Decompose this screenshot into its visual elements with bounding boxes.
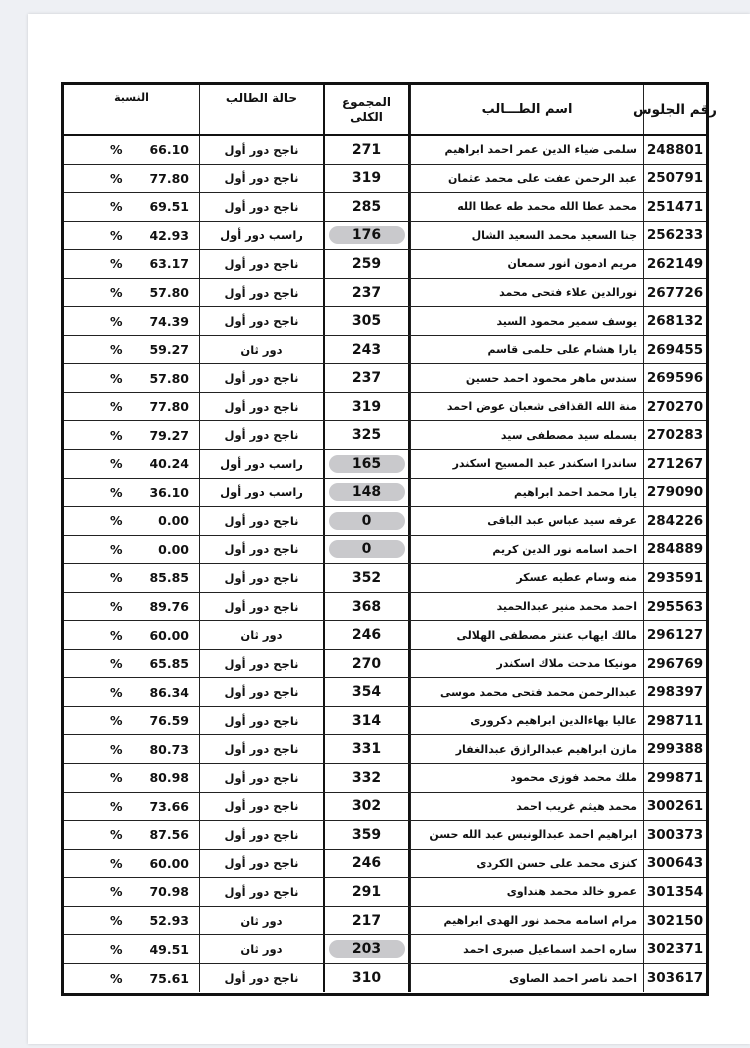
total-value: 203 xyxy=(329,940,405,958)
percent-sign: % xyxy=(110,770,123,786)
percent-cell xyxy=(64,450,199,478)
percent-sign: % xyxy=(110,684,123,700)
status-cell: ناجح دور أول xyxy=(199,821,323,849)
total-value: 270 xyxy=(351,655,382,672)
student-name-cell: محمد عطا الله محمد طه عطا الله xyxy=(410,193,643,221)
total-value: 331 xyxy=(351,741,382,758)
total-value: 176 xyxy=(329,226,405,244)
status-cell: ناجح دور أول xyxy=(199,193,323,221)
total-value: 165 xyxy=(329,455,405,473)
seat-number-cell: 300643 xyxy=(643,850,706,878)
total-cell xyxy=(323,764,410,792)
status-cell: دور ثان xyxy=(199,336,323,364)
total-cell xyxy=(323,536,410,564)
student-name-cell: منه وسام عطيه عسكر xyxy=(410,564,643,592)
status-cell: ناجح دور أول xyxy=(199,364,323,392)
status-cell: ناجح دور أول xyxy=(199,393,323,421)
status-cell: دور ثان xyxy=(199,621,323,649)
table-row xyxy=(64,907,706,936)
percent-cell xyxy=(64,279,199,307)
percent-cell xyxy=(64,307,199,335)
total-value: 319 xyxy=(351,170,382,187)
table-row xyxy=(64,336,706,365)
student-name-cell: سلمى ضياء الدين عمر احمد ابراهيم xyxy=(410,136,643,164)
percent-value: 0.00 xyxy=(158,513,189,529)
percent-value: 75.61 xyxy=(149,970,189,986)
percent-sign: % xyxy=(110,342,123,358)
student-name-cell: منة الله القذافى شعبان عوض احمد xyxy=(410,393,643,421)
status-cell: ناجح دور أول xyxy=(199,421,323,449)
percent-cell xyxy=(64,878,199,906)
table-header-row xyxy=(64,85,717,136)
header-name: اسم الطـــالب xyxy=(410,85,643,134)
percent-sign: % xyxy=(110,627,123,643)
status-cell: ناجح دور أول xyxy=(199,165,323,193)
table-row xyxy=(64,279,706,308)
seat-number-cell: 302150 xyxy=(643,907,706,935)
results-table xyxy=(61,82,717,996)
table-row xyxy=(64,307,706,336)
student-name-cell: نورالدين علاء فتحى محمد xyxy=(410,279,643,307)
student-name-cell: يوسف سمير محمود السيد xyxy=(410,307,643,335)
percent-value: 74.39 xyxy=(149,313,189,329)
student-name-cell: مالك ايهاب عنتر مصطفى الهلالى xyxy=(410,621,643,649)
student-name-cell: ساندرا اسكندر عبد المسيح اسكندر xyxy=(410,450,643,478)
total-value: 354 xyxy=(351,684,382,701)
percent-cell xyxy=(64,536,199,564)
percent-cell xyxy=(64,650,199,678)
total-cell xyxy=(323,878,410,906)
percent-cell xyxy=(64,707,199,735)
percent-cell xyxy=(64,935,199,963)
percent-value: 42.93 xyxy=(149,227,189,243)
header-status: حالة الطالب xyxy=(199,85,323,134)
percent-value: 77.80 xyxy=(149,399,189,415)
student-name-cell: احمد اسامه نور الدين كريم xyxy=(410,536,643,564)
table-row xyxy=(64,764,706,793)
student-name-cell: مريم ادمون انور سمعان xyxy=(410,250,643,278)
seat-number-cell: 268132 xyxy=(643,307,706,335)
total-value: 332 xyxy=(351,769,382,786)
table-row xyxy=(64,393,706,422)
seat-number-cell: 298397 xyxy=(643,678,706,706)
header-seat-number: رقم الجلوس xyxy=(643,85,706,134)
percent-sign: % xyxy=(110,484,123,500)
student-name-cell: عمرو خالد محمد هنداوى xyxy=(410,878,643,906)
percent-sign: % xyxy=(110,599,123,615)
percent-value: 60.00 xyxy=(149,855,189,871)
total-cell xyxy=(323,222,410,250)
percent-sign: % xyxy=(110,370,123,386)
table-row xyxy=(64,479,706,508)
status-cell: ناجح دور أول xyxy=(199,136,323,164)
student-name-cell: مرام اسامه محمد نور الهدى ابراهيم xyxy=(410,907,643,935)
student-name-cell: سندس ماهر محمود احمد حسين xyxy=(410,364,643,392)
total-value: 246 xyxy=(351,627,382,644)
percent-sign: % xyxy=(110,427,123,443)
table-row xyxy=(64,707,706,736)
percent-value: 85.85 xyxy=(149,570,189,586)
seat-number-cell: 248801 xyxy=(643,136,706,164)
total-value: 310 xyxy=(351,970,382,987)
student-name-cell: عاليا بهاءالدين ابراهيم دكرورى xyxy=(410,707,643,735)
percent-value: 63.17 xyxy=(149,256,189,272)
header-percent: النسبة xyxy=(114,91,149,104)
seat-number-cell: 271267 xyxy=(643,450,706,478)
total-cell xyxy=(323,821,410,849)
student-name-cell: يارا هشام على حلمى قاسم xyxy=(410,336,643,364)
seat-number-cell: 299871 xyxy=(643,764,706,792)
status-cell: ناجح دور أول xyxy=(199,735,323,763)
percent-sign: % xyxy=(110,142,123,158)
table-row xyxy=(64,250,706,279)
student-name-cell: ابراهيم احمد عبدالونيس عبد الله حسن xyxy=(410,821,643,849)
table-row xyxy=(64,507,706,536)
table-row xyxy=(64,222,706,251)
table-row xyxy=(64,650,706,679)
table-row xyxy=(64,536,706,565)
student-name-cell: احمد محمد منير عبدالحميد xyxy=(410,593,643,621)
percent-cell xyxy=(64,222,199,250)
percent-sign: % xyxy=(110,256,123,272)
percent-value: 57.80 xyxy=(149,370,189,386)
header-total xyxy=(323,85,410,134)
total-cell xyxy=(323,165,410,193)
total-value: 259 xyxy=(351,255,382,272)
seat-number-cell: 299388 xyxy=(643,735,706,763)
table-row xyxy=(64,193,706,222)
total-value: 217 xyxy=(351,912,382,929)
status-cell: دور ثان xyxy=(199,935,323,963)
status-cell: ناجح دور أول xyxy=(199,707,323,735)
student-name-cell: مازن ابراهيم عبدالرازق عبدالغفار xyxy=(410,735,643,763)
seat-number-cell: 298711 xyxy=(643,707,706,735)
percent-cell xyxy=(64,621,199,649)
percent-cell xyxy=(64,907,199,935)
percent-sign: % xyxy=(110,199,123,215)
total-cell xyxy=(323,393,410,421)
percent-value: 76.59 xyxy=(149,713,189,729)
student-name-cell: عرفه سيد عباس عبد الباقى xyxy=(410,507,643,535)
seat-number-cell: 300261 xyxy=(643,793,706,821)
total-value: 0 xyxy=(329,512,405,530)
total-value: 285 xyxy=(351,198,382,215)
status-cell: راسب دور أول xyxy=(199,222,323,250)
total-cell xyxy=(323,564,410,592)
table-row xyxy=(64,593,706,622)
percent-cell xyxy=(64,964,199,993)
seat-number-cell: 295563 xyxy=(643,593,706,621)
percent-value: 70.98 xyxy=(149,884,189,900)
table-row xyxy=(64,364,706,393)
percent-cell xyxy=(64,507,199,535)
seat-number-cell: 300373 xyxy=(643,821,706,849)
table-row xyxy=(64,450,706,479)
percent-sign: % xyxy=(110,227,123,243)
total-value: 271 xyxy=(351,141,382,158)
percent-value: 57.80 xyxy=(149,285,189,300)
seat-number-cell: 293591 xyxy=(643,564,706,592)
seat-number-cell: 269596 xyxy=(643,364,706,392)
total-value: 319 xyxy=(351,398,382,415)
percent-value: 86.34 xyxy=(149,684,189,700)
percent-value: 66.10 xyxy=(149,142,189,158)
table-row xyxy=(64,964,706,993)
total-cell xyxy=(323,421,410,449)
percent-cell xyxy=(64,364,199,392)
seat-number-cell: 270270 xyxy=(643,393,706,421)
table-row xyxy=(64,421,706,450)
percent-value: 65.85 xyxy=(149,656,189,672)
percent-value: 49.51 xyxy=(149,941,189,957)
table-row xyxy=(64,678,706,707)
seat-number-cell: 296769 xyxy=(643,650,706,678)
percent-cell xyxy=(64,421,199,449)
student-name-cell: بسمله سيد مصطفى سيد xyxy=(410,421,643,449)
percent-sign: % xyxy=(110,827,123,843)
percent-value: 89.76 xyxy=(149,599,189,615)
student-name-cell: ساره احمد اسماعيل صبرى احمد xyxy=(410,935,643,963)
percent-sign: % xyxy=(110,456,123,472)
percent-sign: % xyxy=(110,913,123,929)
percent-cell xyxy=(64,678,199,706)
total-cell xyxy=(323,364,410,392)
percent-value: 80.73 xyxy=(149,741,189,757)
percent-sign: % xyxy=(110,970,123,986)
student-name-cell: احمد ناصر احمد الصاوى xyxy=(410,964,643,993)
student-name-cell: كنزى محمد على حسن الكردى xyxy=(410,850,643,878)
table-row xyxy=(64,793,706,822)
percent-cell xyxy=(64,564,199,592)
student-name-cell: عبدالرحمن محمد فتحى محمد موسى xyxy=(410,678,643,706)
total-value: 148 xyxy=(329,483,405,501)
total-cell xyxy=(323,507,410,535)
percent-sign: % xyxy=(110,741,123,757)
total-value: 368 xyxy=(351,598,382,615)
total-value: 243 xyxy=(351,341,382,358)
status-cell: دور ثان xyxy=(199,907,323,935)
seat-number-cell: 279090 xyxy=(643,479,706,507)
percent-value: 40.24 xyxy=(149,456,189,472)
percent-cell xyxy=(64,193,199,221)
percent-cell xyxy=(64,336,199,364)
student-name-cell: عبد الرحمن عفت على محمد عثمان xyxy=(410,165,643,193)
percent-cell xyxy=(64,821,199,849)
total-value: 246 xyxy=(351,855,382,872)
status-cell: ناجح دور أول xyxy=(199,279,323,307)
percent-sign: % xyxy=(110,656,123,672)
percent-sign: % xyxy=(110,855,123,871)
percent-sign: % xyxy=(110,399,123,415)
total-value: 0 xyxy=(329,540,405,558)
status-cell: ناجح دور أول xyxy=(199,850,323,878)
total-value: 237 xyxy=(351,284,382,301)
percent-value: 77.80 xyxy=(149,170,189,186)
seat-number-cell: 284889 xyxy=(643,536,706,564)
status-cell: ناجح دور أول xyxy=(199,507,323,535)
student-name-cell: مونيكا مدحت ملاك اسكندر xyxy=(410,650,643,678)
percent-cell xyxy=(64,393,199,421)
percent-cell xyxy=(64,593,199,621)
percent-cell xyxy=(64,764,199,792)
total-cell xyxy=(323,336,410,364)
table-row xyxy=(64,821,706,850)
total-value: 237 xyxy=(351,370,382,387)
table-row xyxy=(64,165,706,194)
seat-number-cell: 296127 xyxy=(643,621,706,649)
percent-sign: % xyxy=(110,798,123,814)
percent-cell xyxy=(64,850,199,878)
table-row xyxy=(64,136,706,165)
total-cell xyxy=(323,650,410,678)
total-cell xyxy=(323,250,410,278)
total-cell xyxy=(323,907,410,935)
percent-sign: % xyxy=(110,170,123,186)
percent-cell xyxy=(64,479,199,507)
seat-number-cell: 251471 xyxy=(643,193,706,221)
table-row xyxy=(64,621,706,650)
percent-value: 80.98 xyxy=(149,770,189,786)
percent-value: 79.27 xyxy=(149,427,189,443)
percent-value: 36.10 xyxy=(149,484,189,500)
student-name-cell: يارا محمد احمد ابراهيم xyxy=(410,479,643,507)
status-cell: ناجح دور أول xyxy=(199,678,323,706)
status-cell: ناجح دور أول xyxy=(199,564,323,592)
status-cell: ناجح دور أول xyxy=(199,764,323,792)
seat-number-cell: 270283 xyxy=(643,421,706,449)
total-value: 359 xyxy=(351,826,382,843)
table-row xyxy=(64,850,706,879)
total-cell xyxy=(323,479,410,507)
total-cell xyxy=(323,850,410,878)
percent-sign: % xyxy=(110,884,123,900)
percent-sign: % xyxy=(110,313,123,329)
total-value: 305 xyxy=(351,313,382,330)
percent-value: 0.00 xyxy=(158,541,189,557)
seat-number-cell: 269455 xyxy=(643,336,706,364)
student-name-cell: محمد هيثم غريب احمد xyxy=(410,793,643,821)
student-name-cell: جنا السعيد محمد السعيد الشال xyxy=(410,222,643,250)
status-cell: ناجح دور أول xyxy=(199,650,323,678)
total-value: 302 xyxy=(351,798,382,815)
status-cell: ناجح دور أول xyxy=(199,964,323,993)
table-row xyxy=(64,878,706,907)
seat-number-cell: 256233 xyxy=(643,222,706,250)
status-cell: راسب دور أول xyxy=(199,479,323,507)
percent-cell xyxy=(64,136,199,164)
seat-number-cell: 262149 xyxy=(643,250,706,278)
status-cell: راسب دور أول xyxy=(199,450,323,478)
percent-sign: % xyxy=(110,513,123,529)
total-value: 314 xyxy=(351,712,382,729)
header-total-line1: المجموع xyxy=(341,94,392,109)
seat-number-cell: 303617 xyxy=(643,964,706,993)
total-cell xyxy=(323,136,410,164)
total-cell xyxy=(323,193,410,221)
total-value: 291 xyxy=(351,883,382,900)
percent-cell xyxy=(64,793,199,821)
percent-value: 52.93 xyxy=(149,913,189,929)
table-row xyxy=(64,564,706,593)
total-cell xyxy=(323,964,410,993)
total-cell xyxy=(323,707,410,735)
header-total-line2: الكلى xyxy=(350,109,383,124)
student-name-cell: ملك محمد فوزى محمود xyxy=(410,764,643,792)
percent-value: 73.66 xyxy=(149,798,189,814)
table-row xyxy=(64,735,706,764)
status-cell: ناجح دور أول xyxy=(199,878,323,906)
percent-sign: % xyxy=(110,570,123,586)
seat-number-cell: 250791 xyxy=(643,165,706,193)
percent-cell xyxy=(64,165,199,193)
table-row xyxy=(64,935,706,964)
percent-sign: % xyxy=(110,941,123,957)
percent-value: 87.56 xyxy=(149,827,189,843)
total-value: 352 xyxy=(351,569,382,586)
seat-number-cell: 301354 xyxy=(643,878,706,906)
seat-number-cell: 267726 xyxy=(643,279,706,307)
seat-number-cell: 302371 xyxy=(643,935,706,963)
status-cell: ناجح دور أول xyxy=(199,250,323,278)
percent-sign: % xyxy=(110,713,123,729)
status-cell: ناجح دور أول xyxy=(199,593,323,621)
total-cell xyxy=(323,279,410,307)
total-cell xyxy=(323,450,410,478)
total-value: 325 xyxy=(351,427,382,444)
percent-cell xyxy=(64,250,199,278)
total-cell xyxy=(323,307,410,335)
percent-sign: % xyxy=(110,541,123,557)
status-cell: ناجح دور أول xyxy=(199,793,323,821)
percent-value: 59.27 xyxy=(149,342,189,358)
total-cell xyxy=(323,678,410,706)
percent-value: 60.00 xyxy=(149,627,189,643)
percent-value: 69.51 xyxy=(149,199,189,215)
status-cell: ناجح دور أول xyxy=(199,536,323,564)
total-cell xyxy=(323,793,410,821)
percent-cell xyxy=(64,735,199,763)
seat-number-cell: 284226 xyxy=(643,507,706,535)
total-cell xyxy=(323,735,410,763)
total-cell xyxy=(323,935,410,963)
status-cell: ناجح دور أول xyxy=(199,307,323,335)
total-cell xyxy=(323,593,410,621)
percent-sign: % xyxy=(110,285,123,300)
total-cell xyxy=(323,621,410,649)
